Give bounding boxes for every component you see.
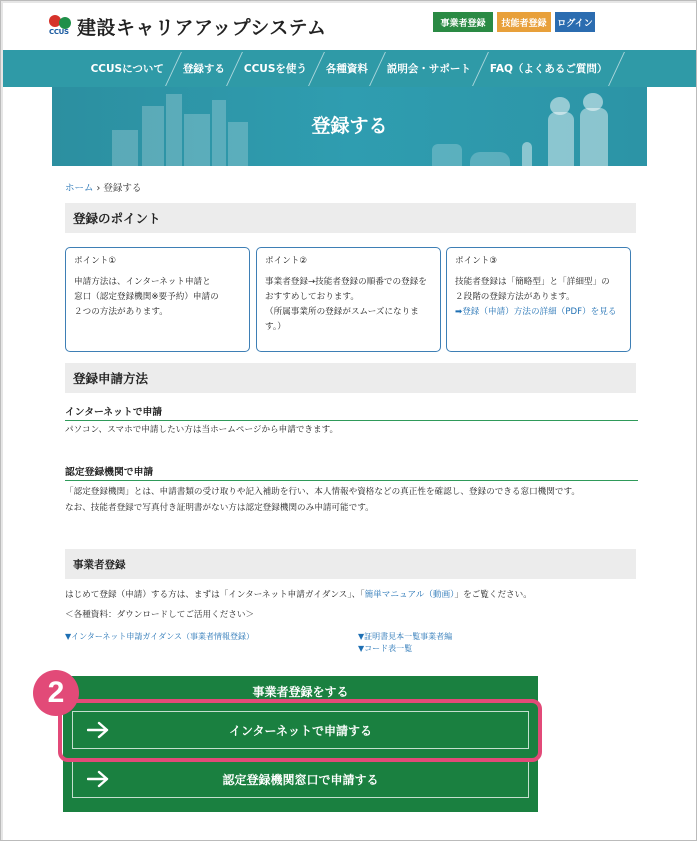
nav-item-about[interactable]: CCUSについて: [90, 63, 164, 75]
point-line: 申請方法は、インターネット申請と: [74, 277, 211, 287]
point-line: ２段階の登録方法があります。: [455, 292, 575, 302]
point-card-3: [446, 247, 631, 352]
apply-agency-button[interactable]: [72, 760, 529, 798]
business-heading: 事業者登録: [65, 549, 636, 579]
site-header: [3, 3, 696, 47]
point-title: ポイント③: [455, 256, 498, 266]
business-intro: [65, 588, 532, 603]
internet-description: パソコン、スマホで申請したい方は当ホームページから申請できます。: [65, 425, 339, 435]
breadcrumb-separator: ›: [96, 183, 101, 194]
point-line: 事業者登録→技能者登録の順番での登録を: [265, 277, 427, 287]
code-table-download-link[interactable]: ▼コード表一覧: [358, 644, 413, 653]
materials-note: ＜各種資料：ダウンロードしてご活用ください＞: [65, 610, 255, 620]
hero-banner: [52, 87, 647, 166]
point-line: ２つの方法があります。: [74, 307, 168, 317]
nav-item-register[interactable]: 登録する: [182, 63, 225, 75]
global-nav: [3, 50, 696, 87]
business-intro-prefix: はじめて登録（申請）する方は、まずは「インターネット申請ガイダンス」、「: [65, 590, 365, 600]
step-number-badge: 2: [33, 670, 79, 716]
nav-item-use[interactable]: CCUSを使う: [243, 63, 307, 75]
point-line: 窓口（認定登録機関※要予約）申請の: [74, 292, 219, 302]
logo-text: 建設キャリアアップシステム: [77, 17, 327, 39]
apply-agency-label: 認定登録機関窓口で申請する: [222, 772, 379, 787]
business-intro-suffix: 」をご覧ください。: [454, 590, 532, 600]
page: [3, 3, 696, 840]
internet-guidance-download-link[interactable]: ▼インターネット申請ガイダンス（事業者情報登録）: [65, 632, 255, 641]
apply-internet-label: インターネットで申請する: [229, 723, 372, 738]
breadcrumb-home-link[interactable]: ホーム: [65, 183, 94, 194]
registration-method-pdf-link[interactable]: ➡登録（申請）方法の詳細（PDF）を見る: [455, 307, 617, 317]
point-line: す。）: [265, 322, 286, 332]
breadcrumb-current: 登録する: [103, 183, 142, 194]
certificate-samples-download-link[interactable]: ▼証明書見本一覧事業者編: [358, 632, 453, 641]
arrow-right-icon: [87, 770, 109, 788]
login-button[interactable]: ログイン: [555, 12, 595, 32]
agency-description-2: なお、技能者登録で写真付き証明書がない方は認定登録機関のみ申請可能です。: [65, 503, 374, 513]
point-card-1: [65, 247, 250, 352]
hero-title: 登録する: [311, 115, 388, 137]
agency-description-1: 「認定登録機関」とは、申請書類の受け取りや記入補助を行い、本人情報や資格などの真正性を確認し、登録のできる窓口機関です。: [65, 487, 580, 497]
highlight-box: [58, 699, 542, 762]
points-heading: 登録のポイント: [65, 203, 636, 233]
point-line: おすすめしております。: [265, 292, 359, 302]
worker-register-button[interactable]: 技能者登録: [497, 12, 551, 32]
point-line: （所属事業所の登録がスムーズになりま: [265, 307, 419, 317]
point-title: ポイント②: [265, 256, 308, 266]
easy-manual-video-link[interactable]: 簡単マニュアル（動画）: [364, 590, 455, 600]
point-card-2: [256, 247, 441, 352]
site-logo[interactable]: [49, 13, 327, 40]
methods-heading: 登録申請方法: [65, 363, 636, 393]
nav-item-support[interactable]: 説明会・サポート: [386, 63, 471, 75]
nav-item-documents[interactable]: 各種資料: [325, 63, 368, 75]
point-line: 技能者登録は「簡略型」と「詳細型」の: [455, 277, 610, 287]
agency-subheading: 認定登録機関で申請: [65, 464, 638, 481]
breadcrumb: [65, 180, 141, 194]
ccus-logo-icon: CCUS: [49, 15, 73, 39]
business-register-button[interactable]: 事業者登録: [433, 12, 493, 32]
nav-item-faq[interactable]: FAQ（よくあるご質問）: [489, 63, 608, 75]
internet-subheading: インターネットで申請: [65, 404, 638, 421]
point-title: ポイント①: [74, 256, 117, 266]
panel-title: 事業者登録をする: [252, 685, 349, 699]
